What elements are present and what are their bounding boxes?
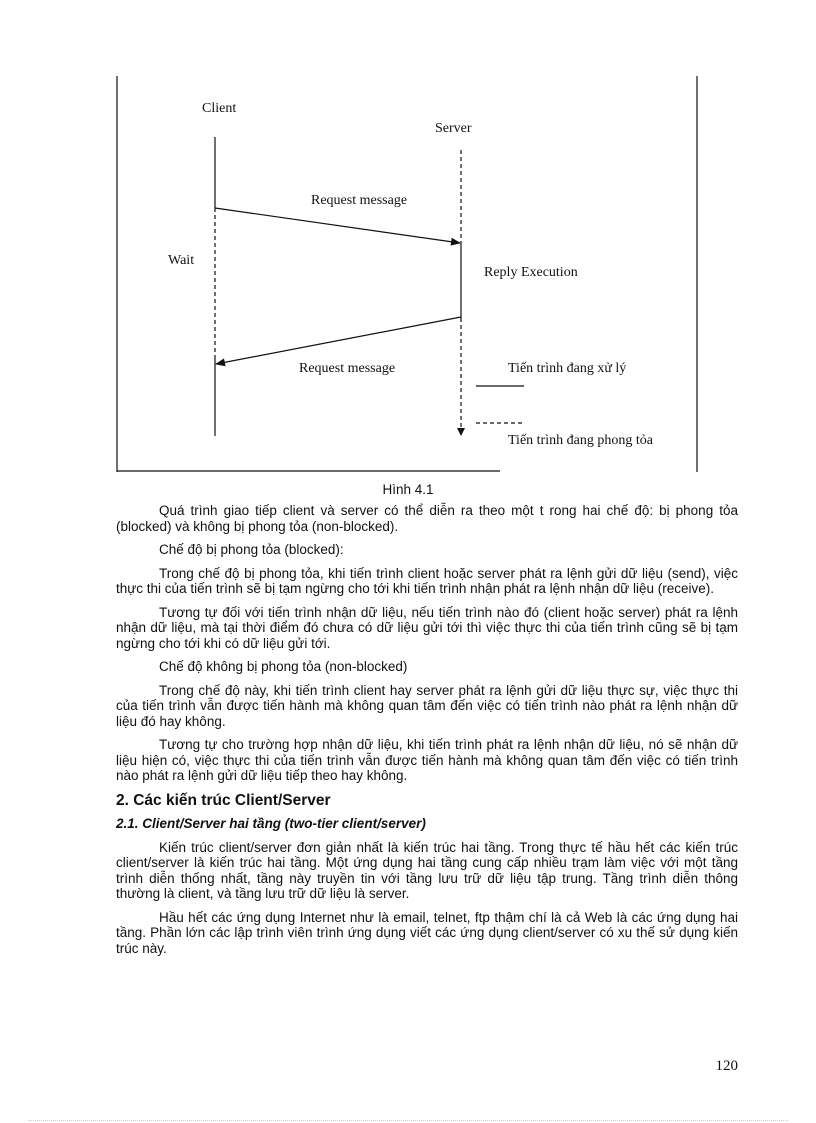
main-text — [116, 503, 738, 964]
wait-label: Wait — [168, 253, 195, 268]
request-message-top-label: Request message — [311, 193, 408, 208]
paragraph-two-tier-description: Kiến trúc client/server đơn giản nhất là kiến trúc hai tầng. Trong thực tế hầu hết các kiến trúc client/server là kiến trúc hai tầng. Một ứng dụng hai tầng cung cấp nhiều trạm làm việc với một tầng trình diễn thống nhất, tầng này truyền tin với tầng lưu trữ dữ liệu tập trung. Tầng trình diễn thông thường là client, và tầng lưu trữ dữ liệu là server. — [116, 839, 738, 901]
request-arrow-to-server — [215, 208, 460, 243]
legend-blocked-label: Tiến trình đang phong tỏa — [508, 433, 653, 448]
reply-arrow-to-client — [216, 317, 461, 364]
legend-processing-label: Tiến trình đang xử lý — [508, 361, 627, 376]
paragraph-nonblocked-send: Trong chế độ này, khi tiến trình client hay server phát ra lệnh gửi dữ liệu thực sự, việc thực thi của tiến trình vẫn được tiến hành mà không quan tâm đến việc có tiến trình nào phát ra lệnh nhận dữ liệu đó hay không. — [116, 682, 738, 729]
page-number: 120 — [715, 1058, 738, 1074]
client-server-sequence-diagram — [0, 0, 816, 480]
subsection-heading: 2.1. Client/Server hai tầng (two-tier client/server) — [116, 815, 426, 831]
request-message-bottom-label: Request message — [299, 361, 396, 376]
server-label: Server — [435, 121, 472, 136]
paragraph-nonblocked-receive: Tương tự cho trường hợp nhận dữ liệu, khi tiến trình phát ra lệnh nhận dữ liệu, nó sẽ nhận dữ liệu hiện có, việc thực thi của tiến trình vẫn được tiến hành mà không quan tâm đến việc có tiến trình nào phát ra lệnh gửi dữ liệu tiếp theo hay không. — [116, 737, 738, 783]
figure-caption: Hình 4.1 — [382, 482, 434, 497]
paragraph-two-tier-examples: Hầu hết các ứng dụng Internet như là email, telnet, ftp thậm chí là cả Web là các ứng dụng hai tầng. Phần lớn các lập trình viên trình ứng dụng viết các ứng dụng client/server có xu thế sử dụng kiến trúc này. — [116, 909, 738, 956]
paragraph-nonblocked-mode-title: Chế độ không bị phong tỏa (non-blocked) — [159, 659, 408, 674]
page-bottom-divider — [28, 1120, 788, 1121]
server-lifeline-end-arrow — [457, 428, 465, 436]
client-label: Client — [202, 101, 237, 116]
paragraph-blocked-send: Trong chế độ bị phong tỏa, khi tiến trình client hoặc server phát ra lệnh gửi dữ liệu (send), việc thực thi của tiến trình sẽ bị tạm ngừng cho tới khi tiến trình nhận phát ra lệnh nhận dữ liệu (receive). — [116, 565, 738, 596]
paragraph-blocked-receive: Tương tự đối với tiến trình nhận dữ liệu, nếu tiến trình nào đó (client hoặc server) phát ra lệnh nhận dữ liệu, mà tại thời điểm đó chưa có dữ liệu gửi tới thì việc thực thi của tiến trình cũng sẽ bị tạm ngừng cho tới khi có dữ liệu gửi tới. — [116, 604, 738, 651]
paragraph-intro: Quá trình giao tiếp client và server có thể diễn ra theo một t rong hai chế độ: bị phong tỏa (blocked) và không bị phong tỏa (non-blocked). — [116, 503, 738, 534]
paragraph-blocked-mode-title: Chế độ bị phong tỏa (blocked): — [159, 542, 344, 557]
section-heading: 2. Các kiến trúc Client/Server — [116, 791, 331, 809]
reply-execution-label: Reply Execution — [484, 265, 578, 280]
